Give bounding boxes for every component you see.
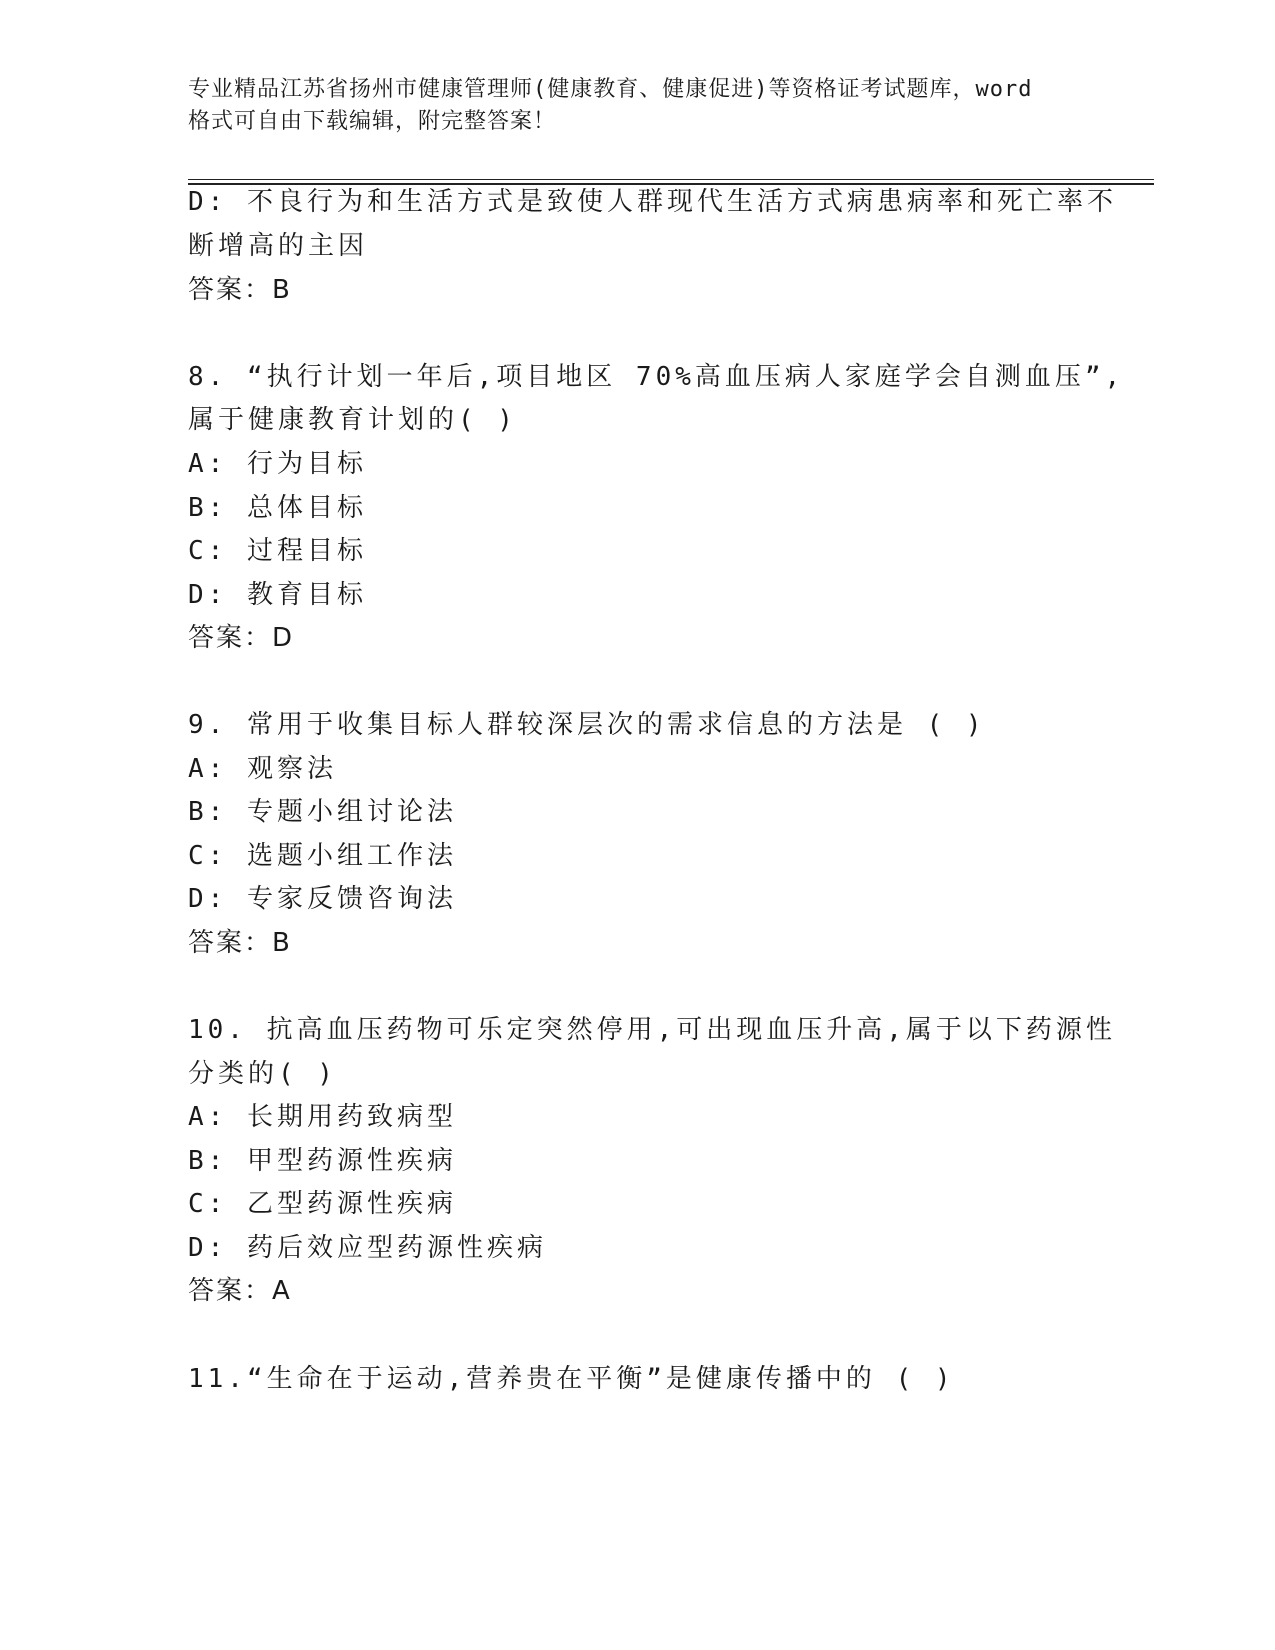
q8-option-b: B: 总体目标 <box>188 493 367 523</box>
q10-answer: 答案：A <box>188 1276 292 1306</box>
q8-option-a: A: 行为目标 <box>188 449 367 479</box>
q11-stem-line-1: 11.“生命在于运动,营养贵在平衡”是健康传播中的 ( ) <box>188 1364 955 1394</box>
q8-stem-line-2: 属于健康教育计划的( ) <box>188 405 517 435</box>
q8-answer: 答案：D <box>188 623 295 653</box>
document-header <box>188 74 1088 138</box>
header-line-2: 格式可自由下载编辑，附完整答案！ <box>188 109 557 134</box>
prev-answer: 答案：B <box>188 275 292 305</box>
q10-option-b: B: 甲型药源性疾病 <box>188 1146 457 1176</box>
q10-option-c: C: 乙型药源性疾病 <box>188 1189 457 1219</box>
q10-stem-line-2: 分类的( ) <box>188 1059 337 1089</box>
q8-stem-line-1: 8. “执行计划一年后,项目地区 70%高血压病人家庭学会自测血压”, <box>188 362 1125 392</box>
q9-option-b: B: 专题小组讨论法 <box>188 797 457 827</box>
q8-option-d: D: 教育目标 <box>188 580 367 610</box>
q8-option-c: C: 过程目标 <box>188 536 367 566</box>
q9-option-a: A: 观察法 <box>188 754 337 784</box>
q10-option-d: D: 药后效应型药源性疾病 <box>188 1233 547 1263</box>
q9-option-c: C: 选题小组工作法 <box>188 841 457 871</box>
q10-stem-line-1: 10. 抗高血压药物可乐定突然停用,可出现血压升高,属于以下药源性 <box>188 1015 1116 1045</box>
q10-option-a: A: 长期用药致病型 <box>188 1102 457 1132</box>
prev-option-d-line-1: D: 不良行为和生活方式是致使人群现代生活方式病患病率和死亡率不 <box>188 187 1117 217</box>
prev-option-d-line-2: 断增高的主因 <box>188 231 369 261</box>
q9-stem-line-1: 9. 常用于收集目标人群较深层次的需求信息的方法是 ( ) <box>188 710 986 740</box>
q9-option-d: D: 专家反馈咨询法 <box>188 884 457 914</box>
header-line-1: 专业精品江苏省扬州市健康管理师(健康教育、健康促进)等资格证考试题库，word <box>188 77 1033 102</box>
q9-answer: 答案：B <box>188 928 292 958</box>
